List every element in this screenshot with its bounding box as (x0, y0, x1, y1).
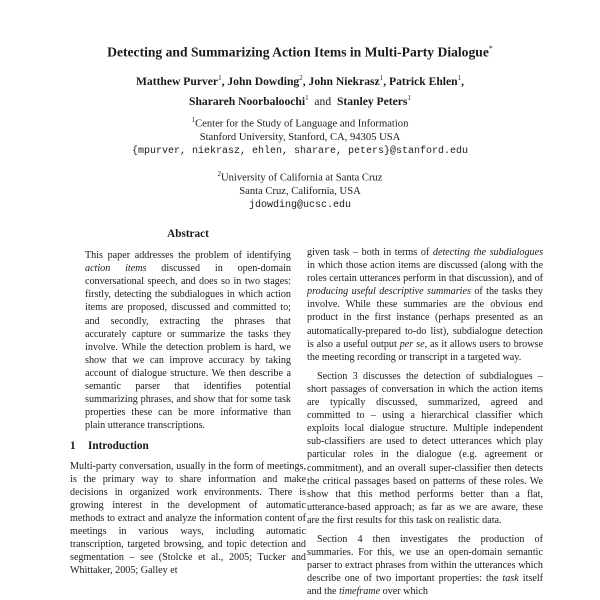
affiliation-address: Santa Cruz, California, USA (239, 186, 361, 198)
body-emphasis: task (502, 573, 519, 585)
paper-title (0, 44, 600, 61)
affiliation-line (0, 168, 600, 185)
author-affiliation-mark: 1 (218, 74, 222, 82)
abstract-paragraph (85, 249, 291, 432)
author-name: John Niekrasz (308, 74, 380, 88)
author-name: Patrick Ehlen (389, 74, 458, 88)
affiliation-email: {mpurver, niekrasz, ehlen, sharare, peters}@stanford.edu (131, 145, 469, 157)
abstract-text: discussed in open-domain conversational speech, and does so in two stages: firstly, detecting the subdialogues in which action items are proposed, discussed and committed to; and secondly, extracting the phrases that accurately capture or summarize the tasks they involve. While the detection problem is hard, we show that we can improve accuracy by taking account of dialogue structure. We then describe a semantic parser that identifies potential summarizing phrases, and show that for some task properties these can be more informative than plain utterance transcriptions. (85, 263, 291, 432)
body-emphasis: timeframe (339, 586, 381, 598)
title-footnote-mark: * (488, 44, 493, 53)
section-title: Introduction (88, 440, 149, 453)
affiliation-line (0, 114, 600, 131)
body-paragraph (307, 246, 543, 364)
affiliation-1 (0, 114, 600, 158)
author-name: Stanley Peters (336, 94, 408, 108)
abstract-heading: Abstract (167, 228, 209, 240)
author-affiliation-mark: 1 (379, 74, 384, 82)
affiliation-address: Stanford University, Stanford, CA, 94305 USA (199, 132, 401, 144)
author-line-2 (0, 90, 600, 110)
author-affiliation-mark: 1 (407, 93, 411, 102)
left-column (70, 228, 306, 577)
affiliation-mark: 1 (191, 116, 196, 124)
body-text: given task – both in terms of (307, 247, 433, 258)
affiliation-institution: University of California at Santa Cruz (220, 172, 383, 184)
abstract-emphasis: action items (85, 263, 147, 275)
body-paragraph: Section 3 discusses the detection of subdialogues – short passages of conversation in which the action items are typically discussed, summarized, agreed and committed to – using a hierarchical classifier which exploits local dialogue structure. Multiple independent sub-classifiers are used to detect utterances which play particular roles in the dialogue (e.g. agreement or commitment), and an overall super-classifier then detects the critical passages based on patterns of these roles. We show that this method performs better than a flat, utterance-based approach; as far as we are aware, these are the first results for this task on realistic data. (307, 370, 543, 526)
abstract-body (70, 249, 306, 432)
body-text: over which (380, 586, 428, 598)
author-line-1: Matthew Purver$^1$, John Dowding$^2$, John Niekrasz$^1$, Patrick Ehlen$^1$, (135, 74, 465, 88)
author-affiliation-mark: 1 (457, 74, 462, 82)
section-heading-introduction (70, 440, 306, 453)
body-text: , as it allows users to browse the meeting recording or transcript in a targeted way. (307, 338, 543, 363)
body-text: itself and the (307, 573, 544, 598)
affiliation-mark: 2 (217, 170, 221, 178)
body-emphasis: detecting the subdialogues (432, 247, 544, 258)
body-emphasis: per se (399, 338, 425, 350)
affiliation-institution: Center for the Study of Language and Information (195, 118, 409, 130)
author-affiliation-mark: 1 (305, 93, 309, 102)
body-emphasis: producing useful descriptive summaries (307, 286, 471, 298)
author-conjunction: and (314, 94, 332, 108)
intro-paragraph: Multi-party conversation, usually in the form of meetings, is the primary way to share information and make decisions in organized work environments. There is growing interest in the development of automatic methods to extract and analyze the information content of meetings in various ways, including automatic transcription, targeted browsing, and topic detection and segmentation – see (Stolcke et al., 2005; Tucker and Whittaker, 2005; Galley et (70, 460, 306, 577)
abstract-text: This paper addresses the problem of identifying (85, 250, 291, 262)
affiliation-email: jdowding@ucsc.edu (248, 199, 352, 211)
affiliation-2 (0, 168, 600, 212)
right-column (307, 246, 543, 598)
section-number: 1 (70, 440, 76, 453)
body-text: of the tasks they involve. While these summaries are the obvious end product in the first instance (perhaps presented as an automatically-prepared to-do list), subdialogue detection is also a useful output (307, 286, 543, 350)
author-name: Sharareh Noorbaloochi (189, 94, 306, 108)
author-name: John Dowding (227, 74, 300, 88)
body-text: Section 4 then investigates the production of summaries. For this, we use an open-domain semantic parser to extract phrases from within the utterances which describe one of two important properties: the (307, 533, 543, 585)
body-paragraph (307, 533, 543, 598)
author-list (0, 70, 600, 110)
author-name: Matthew Purver (135, 74, 219, 88)
body-text: in which those action items are discussed (along with the roles certain utterances perform in that discussion), and of (307, 260, 543, 285)
author-affiliation-mark: 2 (299, 74, 303, 82)
paper-title-text: Detecting and Summarizing Action Items in Multi-Party Dialogue (107, 44, 489, 60)
